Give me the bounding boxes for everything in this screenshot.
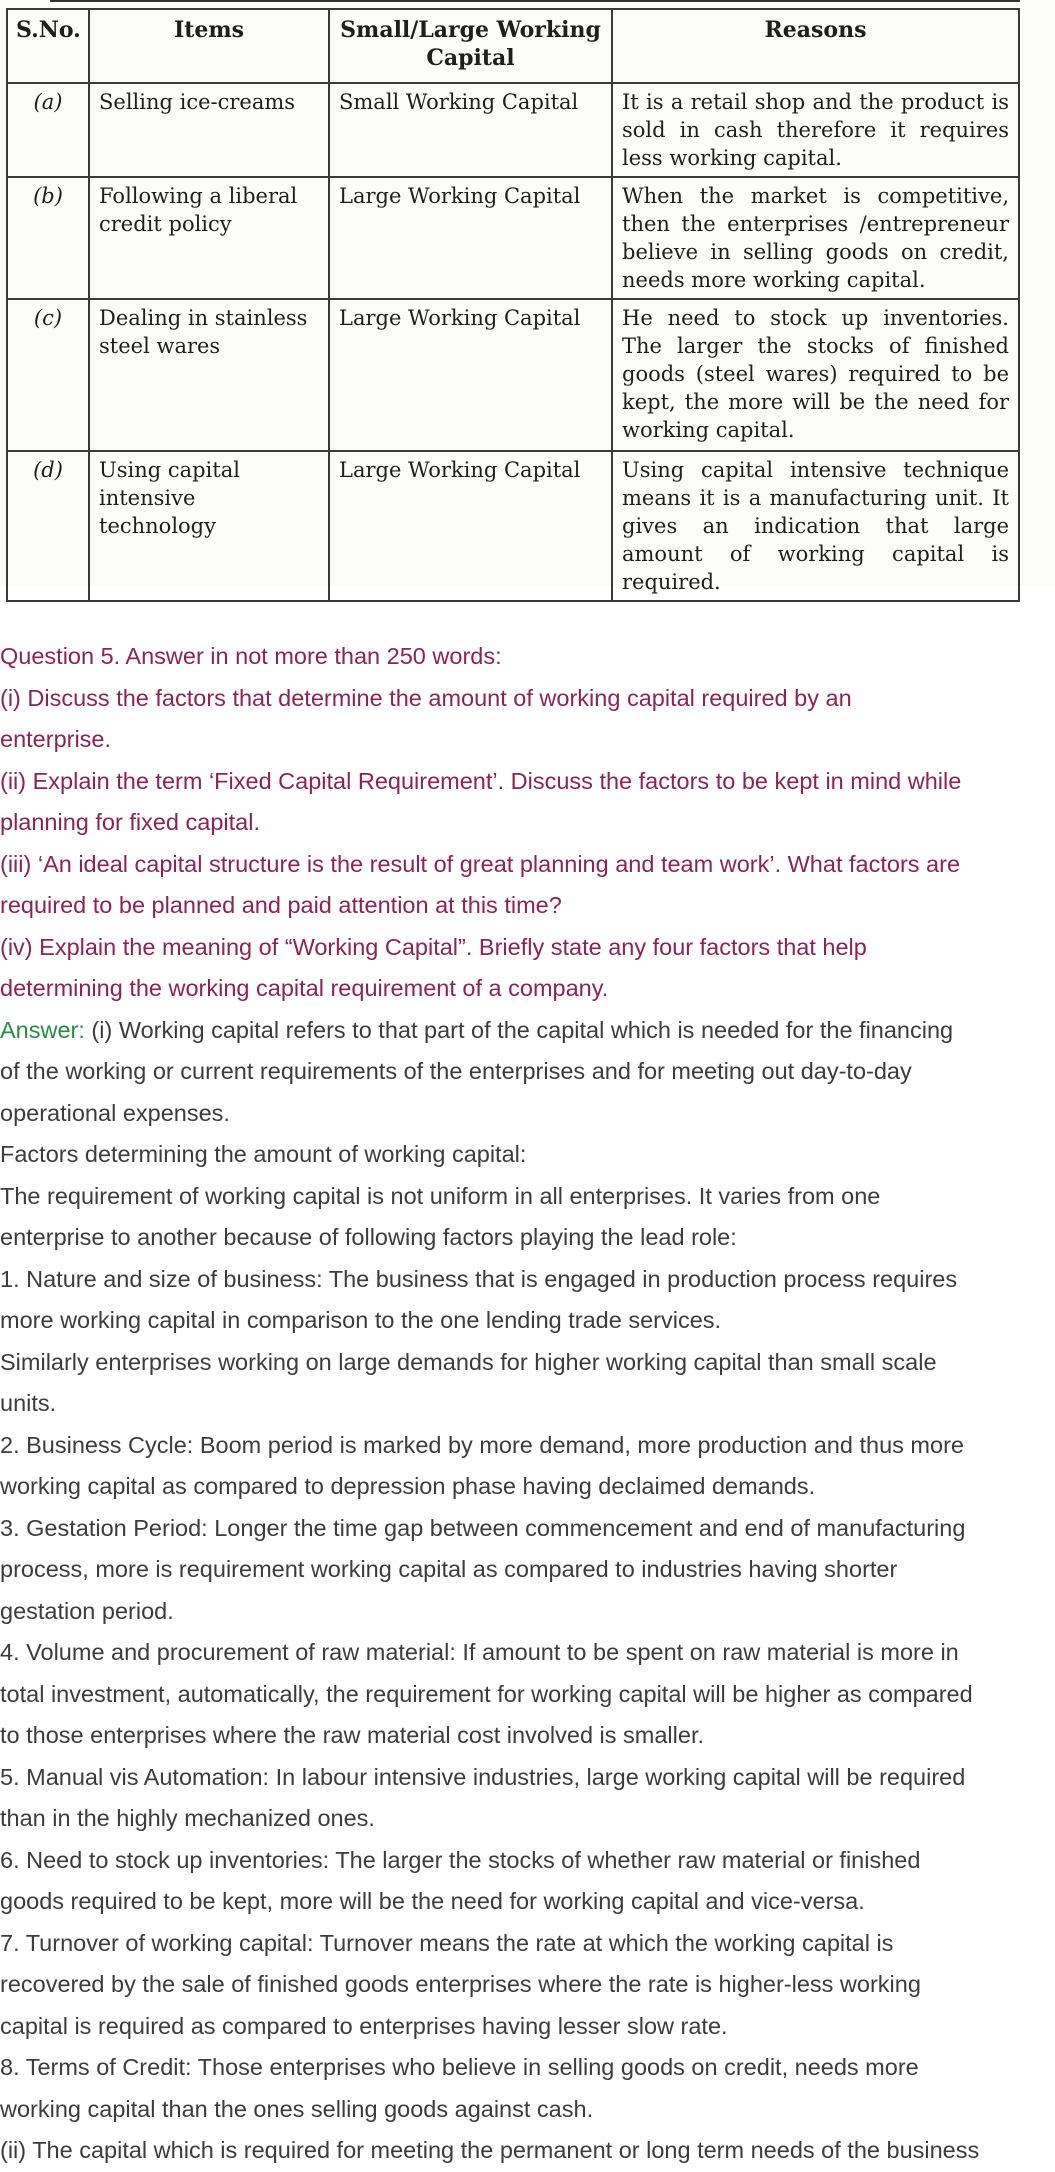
- question-answer-section: [0, 636, 1055, 2172]
- header-capital: Small/Large Working Capital: [329, 9, 612, 83]
- answer-line: 5. Manual vis Automation: In labour intensive industries, large working capital will be required: [0, 1763, 966, 1790]
- scanned-table-image: [0, 0, 1055, 594]
- question-line: Question 5. Answer in not more than 250 words:: [0, 643, 502, 669]
- question-line: determining the working capital requirement of a company.: [0, 975, 609, 1001]
- answer-line: 3. Gestation Period: Longer the time gap between commencement and end of manufacturing: [0, 1514, 966, 1541]
- answer-line: units.: [0, 1390, 57, 1416]
- answer-block: [0, 1010, 1055, 2172]
- answer-line: operational expenses.: [0, 1099, 230, 1126]
- cell-item: Following a liberal credit policy: [89, 177, 329, 299]
- answer-line: recovered by the sale of finished goods enterprises where the rate is higher-less working: [0, 1971, 921, 1997]
- answer-line: gestation period.: [0, 1597, 174, 1624]
- answer-line: Similarly enterprises working on large demands for higher working capital than small scale: [0, 1348, 937, 1375]
- question-line: (i) Discuss the factors that determine the amount of working capital required by an: [0, 684, 852, 711]
- answer-label: Answer:: [0, 1016, 85, 1043]
- answer-line: working capital as compared to depression phase having declaimed demands.: [0, 1473, 816, 1499]
- cell-capital: Large Working Capital: [329, 451, 612, 601]
- table-header-row: [7, 9, 1019, 83]
- answer-line: (ii) The capital which is required for meeting the permanent or long term needs of the business: [0, 2137, 980, 2163]
- question-line: (iv) Explain the meaning of “Working Capital”. Briefly state any four factors that help: [0, 933, 867, 960]
- header-reasons: Reasons: [612, 9, 1019, 83]
- working-capital-table: [6, 8, 1020, 602]
- table-row: [7, 299, 1019, 451]
- cell-item: Using capital intensive technology: [89, 451, 329, 601]
- table-top-rule: [50, 0, 1020, 2]
- cell-capital: Small Working Capital: [329, 83, 612, 177]
- answer-line: The requirement of working capital is not uniform in all enterprises. It varies from one: [0, 1182, 881, 1209]
- answer-line: enterprise to another because of following factors playing the lead role:: [0, 1224, 737, 1250]
- answer-line: capital is required as compared to enterprises having lesser slow rate.: [0, 2012, 728, 2039]
- answer-line: 2. Business Cycle: Boom period is marked by more demand, more production and thus more: [0, 1431, 964, 1458]
- answer-line: 7. Turnover of working capital: Turnover means the rate at which the working capital is: [0, 1929, 894, 1956]
- answer-first-line: [0, 1010, 1055, 1052]
- question-line: required to be planned and paid attention at this time?: [0, 892, 562, 918]
- table-row: [7, 83, 1019, 177]
- cell-sno: (d): [7, 451, 89, 601]
- cell-reason: When the market is competitive, then the enterprises /entrepreneur believe in selling goods on credit, needs more working capital.: [612, 177, 1019, 299]
- header-sno: S.No.: [7, 9, 89, 83]
- answer-line: 8. Terms of Credit: Those enterprises who believe in selling goods on credit, needs more: [0, 2054, 919, 2080]
- header-items: Items: [89, 9, 329, 83]
- answer-line: to those enterprises where the raw material cost involved is smaller.: [0, 1722, 705, 1748]
- cell-capital: Large Working Capital: [329, 299, 612, 451]
- table-row: [7, 177, 1019, 299]
- cell-capital: Large Working Capital: [329, 177, 612, 299]
- answer-line: more working capital in comparison to the one lending trade services.: [0, 1307, 722, 1333]
- cell-item: Dealing in stainless steel wares: [89, 299, 329, 451]
- question-line: enterprise.: [0, 726, 112, 752]
- cell-sno: (a): [7, 83, 89, 177]
- answer-line: 1. Nature and size of business: The business that is engaged in production process requires: [0, 1265, 958, 1292]
- cell-reason: He need to stock up inventories. The larger the stocks of finished goods (steel wares) required to be kept, the more will be the need for working capital.: [612, 299, 1019, 451]
- table-row: [7, 451, 1019, 601]
- cell-reason: Using capital intensive technique means it is a manufacturing unit. It gives an indication that large amount of working capital is required.: [612, 451, 1019, 601]
- answer-line: total investment, automatically, the requirement for working capital will be higher as compared: [0, 1680, 973, 1707]
- answer-line: than in the highly mechanized ones.: [0, 1805, 375, 1831]
- answer-line: of the working or current requirements of the enterprises and for meeting out day-to-day: [0, 1058, 912, 1084]
- question-line: (ii) Explain the term ‘Fixed Capital Requirement’. Discuss the factors to be kept in mind while: [0, 767, 962, 794]
- answer-line: (i) Working capital refers to that part of the capital which is needed for the financing: [84, 1016, 954, 1043]
- answer-line: Factors determining the amount of working capital:: [0, 1141, 527, 1167]
- cell-reason: It is a retail shop and the product is sold in cash therefore it requires less working capital.: [612, 83, 1019, 177]
- answer-line: working capital than the ones selling goods against cash.: [0, 2095, 594, 2122]
- answer-line: process, more is requirement working capital as compared to industries having shorter: [0, 1556, 898, 1582]
- answer-line: 6. Need to stock up inventories: The larger the stocks of whether raw material or finished: [0, 1846, 921, 1873]
- cell-item: Selling ice-creams: [89, 83, 329, 177]
- answer-line: 4. Volume and procurement of raw material: If amount to be spent on raw material is more in: [0, 1639, 959, 1665]
- answer-line: goods required to be kept, more will be the need for working capital and vice-versa.: [0, 1888, 865, 1914]
- question-line: (iii) ‘An ideal capital structure is the result of great planning and team work’. What factors are: [0, 850, 961, 877]
- question-line: planning for fixed capital.: [0, 809, 260, 835]
- cell-sno: (c): [7, 299, 89, 451]
- cell-sno: (b): [7, 177, 89, 299]
- question-block: [0, 636, 1055, 1010]
